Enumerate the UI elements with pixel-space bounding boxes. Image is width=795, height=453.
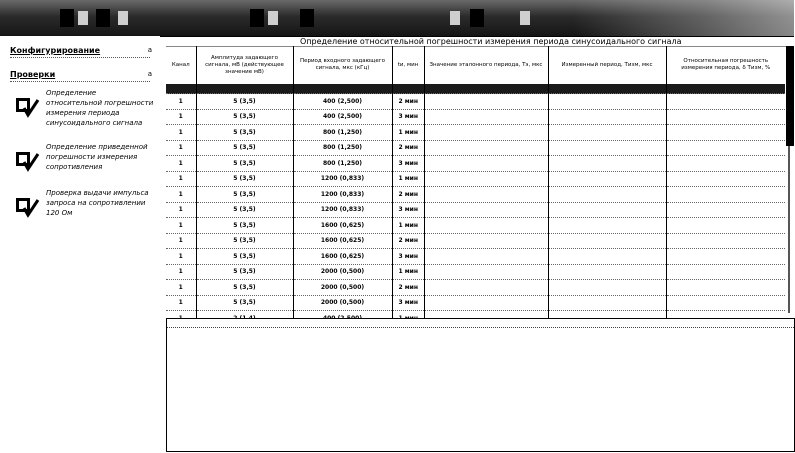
table-row[interactable]: [166, 249, 785, 265]
cell-relative-error: [666, 171, 785, 187]
detail-panel: [166, 318, 795, 452]
cell-time: 1 мин: [392, 171, 424, 187]
cell-channel: 1: [166, 233, 196, 249]
section-header-checks[interactable]: Проверки: [10, 70, 56, 79]
cell-period: 800 (1,250): [293, 140, 392, 156]
cell-measured-period: [548, 264, 666, 280]
cell-measured-period: [548, 233, 666, 249]
cell-relative-error: [666, 218, 785, 234]
cell-reference-period: [424, 264, 548, 280]
task-sidebar: [0, 36, 160, 453]
task-label: Проверка выдачи импульса запроса на сопротивлении 120 Ом: [46, 189, 149, 217]
cell-reference-period: [424, 94, 548, 110]
title-bar-gradient: [574, 0, 794, 36]
title-bar-block: [78, 11, 88, 25]
table-header-row: [166, 46, 785, 84]
table-row[interactable]: [166, 295, 785, 311]
section-divider: [10, 81, 150, 82]
cell-relative-error: [666, 264, 785, 280]
cell-measured-period: [548, 187, 666, 203]
task-item-resistance-error[interactable]: [8, 142, 158, 182]
cell-channel: 1: [166, 264, 196, 280]
cell-channel: 1: [166, 249, 196, 265]
cell-period: 400 (2,500): [293, 109, 392, 125]
cell-period: 1600 (0,625): [293, 218, 392, 234]
cell-period: 2000 (0,500): [293, 264, 392, 280]
cell-reference-period: [424, 218, 548, 234]
cell-time: 3 мин: [392, 109, 424, 125]
cell-relative-error: [666, 140, 785, 156]
cell-reference-period: [424, 171, 548, 187]
section-header-configuration[interactable]: Конфигурирование: [10, 46, 101, 55]
cell-measured-period: [548, 109, 666, 125]
table-row[interactable]: [166, 94, 785, 110]
task-label: Определение приведенной погрешности измерения сопротивления: [46, 143, 148, 171]
cell-period: 1200 (0,833): [293, 171, 392, 187]
cell-amplitude: 5 (3,5): [196, 218, 293, 234]
cell-time: 1 мин: [392, 264, 424, 280]
cell-measured-period: [548, 171, 666, 187]
cell-amplitude: 5 (3,5): [196, 109, 293, 125]
cell-amplitude: 5 (3,5): [196, 264, 293, 280]
cell-period: 1600 (0,625): [293, 249, 392, 265]
task-item-request-pulse[interactable]: [8, 188, 158, 228]
cell-reference-period: [424, 187, 548, 203]
cell-channel: 1: [166, 140, 196, 156]
cell-period: 800 (1,250): [293, 125, 392, 141]
check-task-icon: [14, 148, 40, 174]
cell-channel: 1: [166, 125, 196, 141]
window-title-bar: [0, 0, 794, 37]
cell-measured-period: [548, 125, 666, 141]
column-header-time[interactable]: tи, мин: [392, 46, 424, 84]
cell-measured-period: [548, 140, 666, 156]
cell-time: 2 мин: [392, 187, 424, 203]
cell-period: 1600 (0,625): [293, 233, 392, 249]
table-row[interactable]: [166, 140, 785, 156]
cell-amplitude: 5 (3,5): [196, 295, 293, 311]
table-row[interactable]: [166, 171, 785, 187]
cell-amplitude: 5 (3,5): [196, 249, 293, 265]
title-bar-block: [450, 11, 460, 25]
cell-reference-period: [424, 125, 548, 141]
cell-period: 2000 (0,500): [293, 295, 392, 311]
table-row[interactable]: [166, 264, 785, 280]
cell-amplitude: 5 (3,5): [196, 140, 293, 156]
cell-reference-period: [424, 109, 548, 125]
section-collapse-icon[interactable]: a: [147, 70, 152, 78]
table-row-selected[interactable]: [166, 84, 785, 94]
column-header-measured-period[interactable]: Измеренный период, Тизм, мкс: [548, 46, 666, 84]
title-bar-block: [118, 11, 128, 25]
page-title: Определение относительной погрешности измерения периода синусоидального сигнала: [300, 37, 682, 46]
table-row[interactable]: [166, 109, 785, 125]
table-row[interactable]: [166, 187, 785, 203]
cell-time: 1 мин: [392, 125, 424, 141]
cell-relative-error: [666, 125, 785, 141]
cell-channel: 1: [166, 202, 196, 218]
task-label: Определение относительной погрешности измерения периода синусоидального сигнала: [46, 89, 154, 127]
table-row[interactable]: [166, 125, 785, 141]
cell-measured-period: [548, 295, 666, 311]
section-collapse-icon[interactable]: a: [147, 46, 152, 54]
table-scrollbar-thumb[interactable]: [786, 46, 794, 146]
cell-amplitude: 5 (3,5): [196, 94, 293, 110]
cell-reference-period: [424, 156, 548, 172]
cell-time: 2 мин: [392, 280, 424, 296]
table-scrollbar-track[interactable]: [788, 146, 790, 313]
cell-measured-period: [548, 249, 666, 265]
cell-amplitude: 5 (3,5): [196, 187, 293, 203]
cell-relative-error: [666, 249, 785, 265]
cell-reference-period: [424, 280, 548, 296]
cell-measured-period: [548, 202, 666, 218]
cell-amplitude: 5 (3,5): [196, 202, 293, 218]
table-row[interactable]: [166, 202, 785, 218]
check-task-icon: [14, 194, 40, 220]
cell-channel: 1: [166, 94, 196, 110]
cell-reference-period: [424, 140, 548, 156]
task-item-period-error[interactable]: [8, 88, 158, 128]
column-header-reference-period[interactable]: Значение эталонного периода, Тэ, мкс: [424, 46, 548, 84]
cell-period: 2000 (0,500): [293, 280, 392, 296]
cell-period: 1200 (0,833): [293, 187, 392, 203]
title-bar-block: [250, 9, 264, 27]
title-bar-block: [300, 9, 314, 27]
title-bar-block: [268, 11, 278, 25]
title-bar-block: [60, 9, 74, 27]
cell-time: 1 мин: [392, 218, 424, 234]
cell-time: 3 мин: [392, 156, 424, 172]
cell-time: 2 мин: [392, 233, 424, 249]
cell-relative-error: [666, 295, 785, 311]
cell-amplitude: 5 (3,5): [196, 280, 293, 296]
title-bar-block: [520, 11, 530, 25]
cell-relative-error: [666, 109, 785, 125]
cell-relative-error: [666, 94, 785, 110]
cell-reference-period: [424, 233, 548, 249]
cell-amplitude: 5 (3,5): [196, 171, 293, 187]
cell-channel: 1: [166, 187, 196, 203]
title-bar-block: [96, 9, 110, 27]
cell-measured-period: [548, 218, 666, 234]
cell-reference-period: [424, 249, 548, 265]
cell-period: 800 (1,250): [293, 156, 392, 172]
column-header-channel[interactable]: Канал: [166, 46, 196, 84]
cell-amplitude: 5 (3,5): [196, 233, 293, 249]
cell-reference-period: [424, 295, 548, 311]
cell-relative-error: [666, 202, 785, 218]
cell-time: 3 мин: [392, 295, 424, 311]
cell-reference-period: [424, 202, 548, 218]
cell-time: 2 мин: [392, 94, 424, 110]
cell-channel: 1: [166, 156, 196, 172]
cell-channel: 1: [166, 109, 196, 125]
cell-channel: 1: [166, 171, 196, 187]
column-header-relative-error[interactable]: Относительная погрешность измерения периода, δ Тизм, %: [681, 58, 771, 71]
table-row[interactable]: [166, 156, 785, 172]
cell-period: 1200 (0,833): [293, 202, 392, 218]
cell-channel: 1: [166, 295, 196, 311]
table-row[interactable]: [166, 218, 785, 234]
cell-measured-period: [548, 280, 666, 296]
cell-time: 2 мин: [392, 140, 424, 156]
cell-channel: 1: [166, 280, 196, 296]
cell-relative-error: [666, 187, 785, 203]
cell-relative-error: [666, 233, 785, 249]
section-divider: [10, 57, 150, 58]
cell-measured-period: [548, 94, 666, 110]
cell-measured-period: [548, 156, 666, 172]
cell-relative-error: [666, 156, 785, 172]
measurement-table-container: [166, 46, 785, 313]
table-row[interactable]: [166, 280, 785, 296]
cell-period: 400 (2,500): [293, 94, 392, 110]
column-header-amplitude[interactable]: Амплитуда задающего сигнала, мВ (действующее значение мВ): [196, 46, 293, 84]
cell-time: 3 мин: [392, 249, 424, 265]
cell-amplitude: 5 (3,5): [196, 156, 293, 172]
measurement-table: [166, 46, 785, 327]
check-task-icon: [14, 94, 40, 120]
title-bar-block: [470, 9, 484, 27]
cell-amplitude: 5 (3,5): [196, 125, 293, 141]
cell-time: 3 мин: [392, 202, 424, 218]
cell-channel: 1: [166, 218, 196, 234]
table-row[interactable]: [166, 233, 785, 249]
column-header-period[interactable]: Период входного задающего сигнала, мкс (кГц): [293, 46, 392, 84]
detail-divider: [167, 327, 794, 328]
cell-relative-error: [666, 280, 785, 296]
